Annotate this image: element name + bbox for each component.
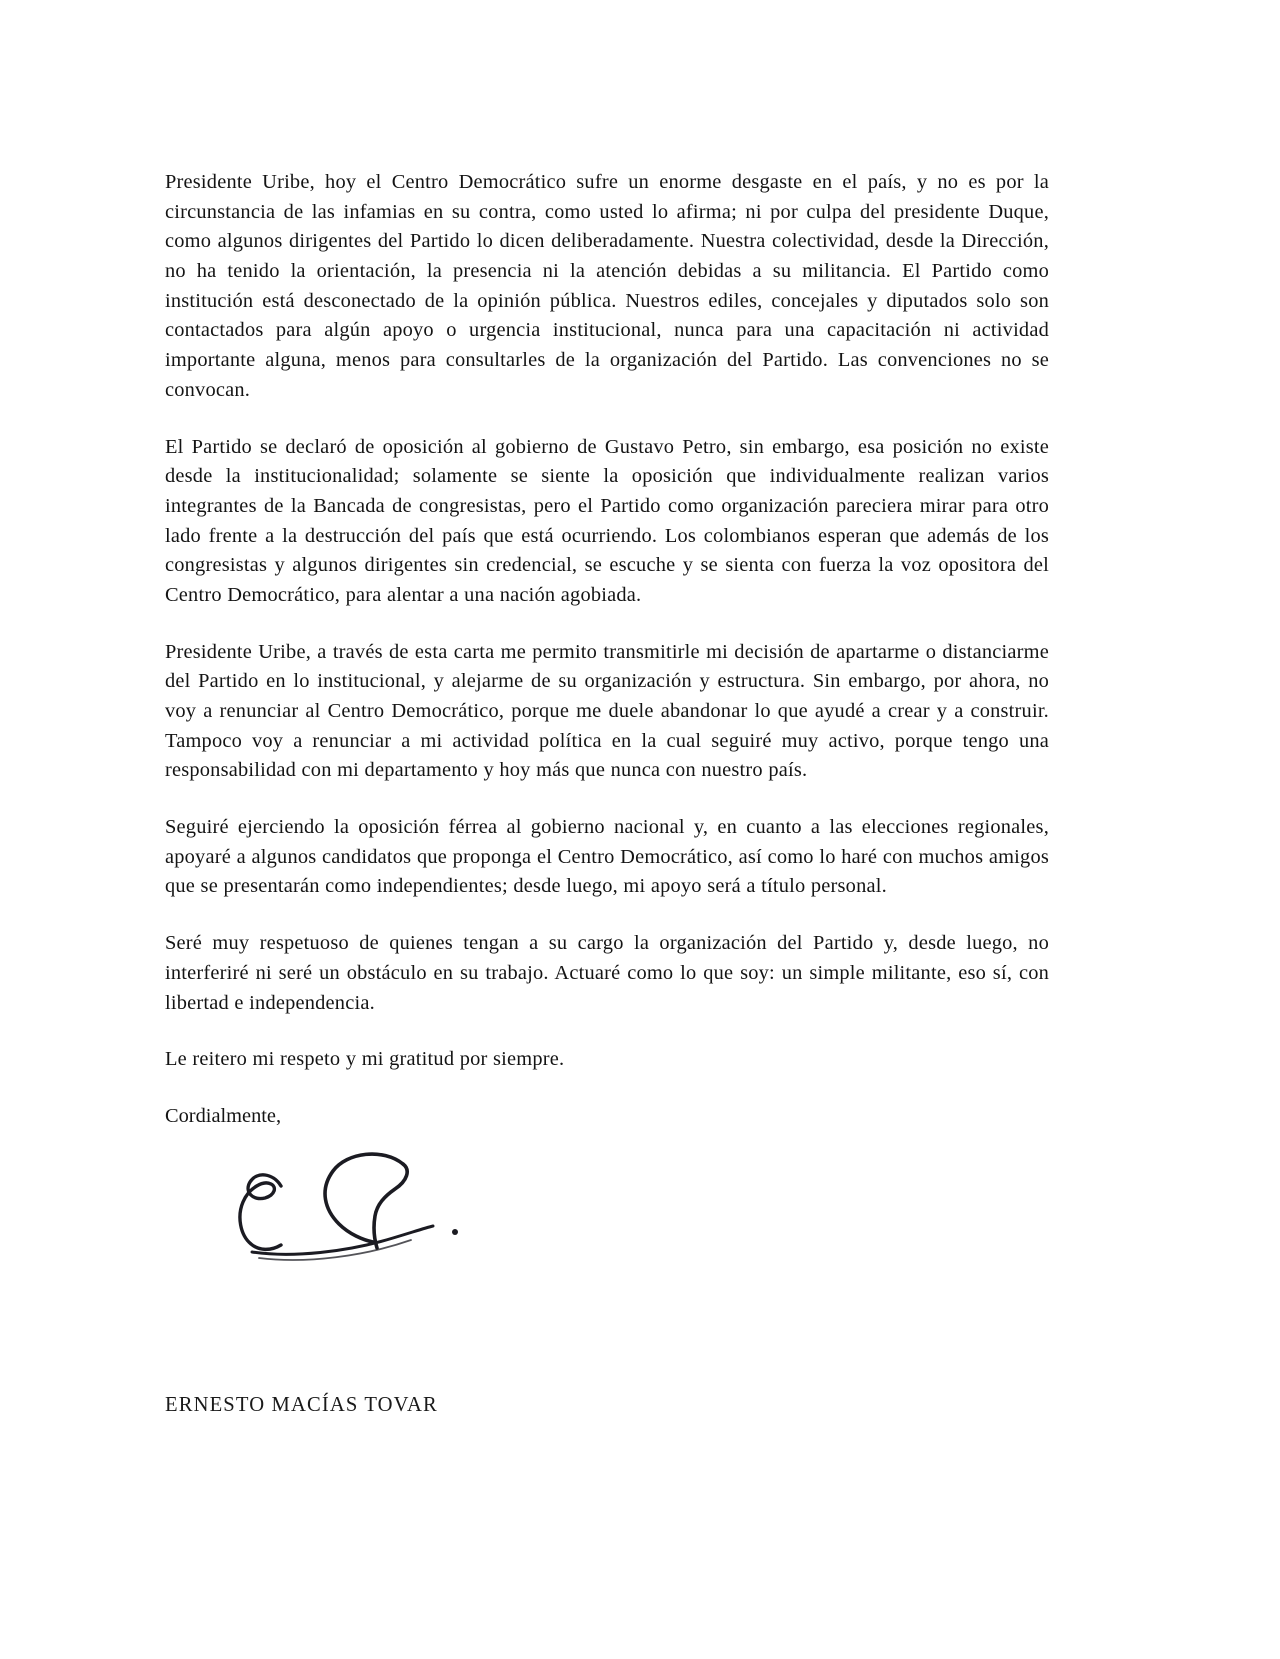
paragraph-2: El Partido se declaró de oposición al gobierno de Gustavo Petro, sin embargo, esa posición no existe desde la institucionalidad; solamente se siente la oposición que individualmente realizan varios integrantes de la Bancada de congresistas, pero el Partido como organización pareciera mirar para otro lado frente a la destrucción del país que está ocurriendo. Los colombianos esperan que además de los congresistas y algunos dirigentes sin credencial, se escuche y se sienta con fuerza la voz opositora del Centro Democrático, para alentar a una nación agobiada.	[165, 435, 1049, 606]
paragraph-3: Presidente Uribe, a través de esta carta me permito transmitirle mi decisión de apartarme o distanciarme del Partido en lo institucional, y alejarme de su organización y estructura. Sin embargo, por ahora, no voy a renunciar al Centro Democrático, porque me duele abandonar lo que ayudé a crear y a construir. Tampoco voy a renunciar a mi actividad política en la cual seguiré muy activo, porque tengo una responsabilidad con mi departamento y hoy más que nunca con nuestro país.	[165, 640, 1049, 782]
closing-line: Le reitero mi respeto y mi gratitud por siempre.	[165, 1048, 565, 1071]
signer-name: ERNESTO MACÍAS TOVAR	[165, 1394, 438, 1416]
paragraph-4: Seguiré ejerciendo la oposición férrea al gobierno nacional y, en cuanto a las elecciones regionales, apoyaré a algunos candidatos que proponga el Centro Democrático, así como lo haré con muchos amigos que se presentarán como independientes; desde luego, mi apoyo será a título personal.	[165, 816, 1049, 898]
letter-body	[165, 168, 1049, 1286]
valediction: Cordialmente,	[165, 1104, 282, 1127]
handwritten-signature-icon	[197, 1140, 497, 1280]
signature-area	[165, 1136, 1049, 1286]
valediction-block	[165, 1102, 1049, 1132]
paragraph-1: Presidente Uribe, hoy el Centro Democrático sufre un enorme desgaste en el país, y no es por la circunstancia de las infamias en su contra, como usted lo afirma; ni por culpa del presidente Duque, como algunos dirigentes del Partido lo dicen deliberadamente. Nuestra colectividad, desde la Dirección, no ha tenido la orientación, la presencia ni la atención debidas a su militancia. El Partido como institución está desconectado de la opinión pública. Nuestros ediles, concejales y diputados solo son contactados para algún apoyo o urgencia institucional, nunca para una capacitación ni actividad importante alguna, menos para consultarles de la organización del Partido. Las convenciones no se convocan.	[165, 171, 1049, 401]
paragraph-5: Seré muy respetuoso de quienes tengan a su cargo la organización del Partido y, desde luego, no interferiré ni seré un obstáculo en su trabajo. Actuaré como lo que soy: un simple militante, eso sí, con libertad e independencia.	[165, 932, 1049, 1014]
